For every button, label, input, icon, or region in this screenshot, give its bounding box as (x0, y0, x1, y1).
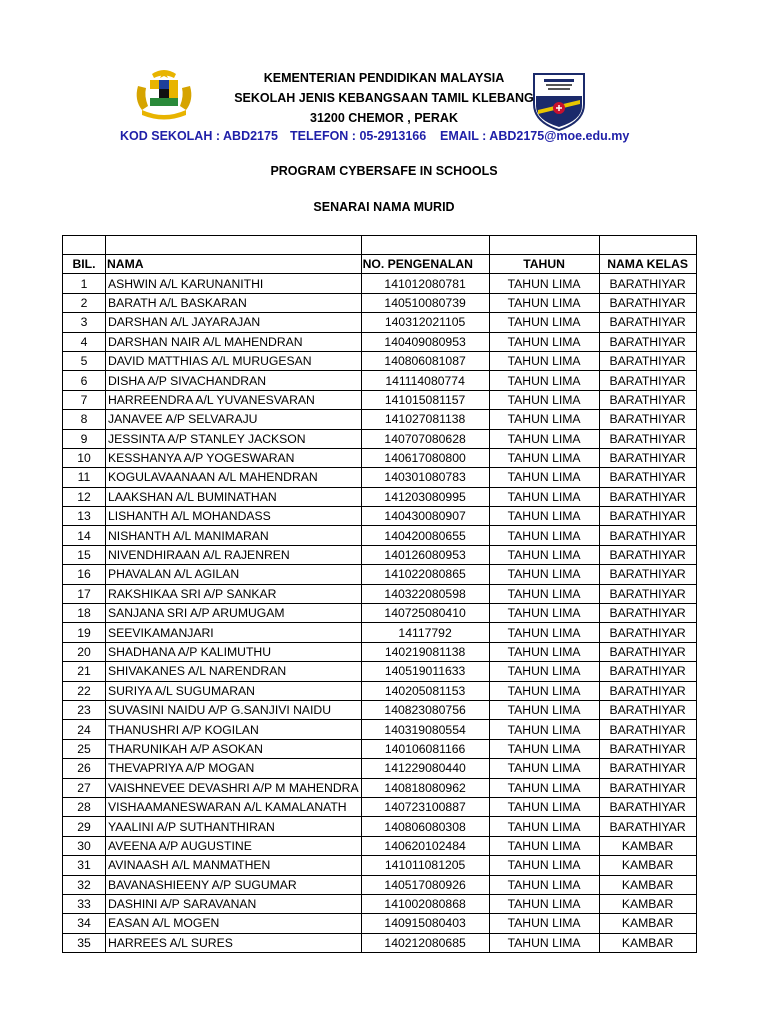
row-nama-kelas: BARATHIYAR (599, 293, 696, 312)
table-row (63, 487, 697, 506)
row-bil: 14 (63, 526, 106, 545)
row-bil: 18 (63, 604, 106, 623)
row-nama: SURIYA A/L SUGUMARAN (106, 681, 362, 700)
row-bil: 15 (63, 545, 106, 564)
row-bil: 35 (63, 933, 106, 952)
row-nama: DAVID MATTHIAS A/L MURUGESAN (106, 351, 362, 370)
row-nama-kelas: BARATHIYAR (599, 797, 696, 816)
row-nama-kelas: BARATHIYAR (599, 545, 696, 564)
row-nama-kelas: BARATHIYAR (599, 565, 696, 584)
row-no-pengenalan: 140430080907 (361, 507, 489, 526)
row-bil: 32 (63, 875, 106, 894)
row-bil: 16 (63, 565, 106, 584)
table-row (63, 933, 697, 952)
row-tahun: TAHUN LIMA (489, 720, 599, 739)
row-bil: 12 (63, 487, 106, 506)
table-row (63, 623, 697, 642)
row-no-pengenalan: 140517080926 (361, 875, 489, 894)
table-row (63, 681, 697, 700)
row-nama-kelas: KAMBAR (599, 914, 696, 933)
row-tahun: TAHUN LIMA (489, 313, 599, 332)
row-tahun: TAHUN LIMA (489, 875, 599, 894)
row-bil: 5 (63, 351, 106, 370)
table-row (63, 604, 697, 623)
row-bil: 30 (63, 836, 106, 855)
row-nama-kelas: BARATHIYAR (599, 759, 696, 778)
row-bil: 22 (63, 681, 106, 700)
row-nama: HARREES A/L SURES (106, 933, 362, 952)
row-nama-kelas: BARATHIYAR (599, 390, 696, 409)
row-tahun: TAHUN LIMA (489, 778, 599, 797)
header-no-pengenalan: NO. PENGENALAN (361, 255, 489, 274)
row-bil: 31 (63, 856, 106, 875)
row-no-pengenalan: 141022080865 (361, 565, 489, 584)
table-row (63, 410, 697, 429)
row-bil: 28 (63, 797, 106, 816)
row-bil: 19 (63, 623, 106, 642)
row-nama: KOGULAVAANAAN A/L MAHENDRAN (106, 468, 362, 487)
table-row (63, 371, 697, 390)
row-nama-kelas: BARATHIYAR (599, 468, 696, 487)
row-nama-kelas: BARATHIYAR (599, 739, 696, 758)
row-tahun: TAHUN LIMA (489, 545, 599, 564)
table-row (63, 836, 697, 855)
table-row (63, 914, 697, 933)
row-nama: AVEENA A/P AUGUSTINE (106, 836, 362, 855)
row-no-pengenalan: 140725080410 (361, 604, 489, 623)
row-nama: VISHAAMANESWARAN A/L KAMALANATH (106, 797, 362, 816)
row-tahun: TAHUN LIMA (489, 293, 599, 312)
row-no-pengenalan: 140620102484 (361, 836, 489, 855)
row-bil: 27 (63, 778, 106, 797)
table-row (63, 584, 697, 603)
row-no-pengenalan: 140126080953 (361, 545, 489, 564)
row-no-pengenalan: 140806080308 (361, 817, 489, 836)
table-row (63, 545, 697, 564)
row-no-pengenalan: 140707080628 (361, 429, 489, 448)
row-nama: SHIVAKANES A/L NARENDRAN (106, 662, 362, 681)
table-row (63, 778, 697, 797)
table-row (63, 507, 697, 526)
row-tahun: TAHUN LIMA (489, 565, 599, 584)
row-no-pengenalan: 140519011633 (361, 662, 489, 681)
row-nama-kelas: BARATHIYAR (599, 623, 696, 642)
row-nama: SEEVIKAMANJARI (106, 623, 362, 642)
row-tahun: TAHUN LIMA (489, 662, 599, 681)
table-row (63, 817, 697, 836)
row-nama-kelas: KAMBAR (599, 836, 696, 855)
row-bil: 20 (63, 642, 106, 661)
row-no-pengenalan: 141011081205 (361, 856, 489, 875)
row-nama: HARREENDRA A/L YUVANESVARAN (106, 390, 362, 409)
row-bil: 11 (63, 468, 106, 487)
row-no-pengenalan: 140205081153 (361, 681, 489, 700)
table-row (63, 565, 697, 584)
table-header-row (63, 255, 697, 274)
row-no-pengenalan: 14117792 (361, 623, 489, 642)
row-no-pengenalan: 140818080962 (361, 778, 489, 797)
row-tahun: TAHUN LIMA (489, 604, 599, 623)
row-tahun: TAHUN LIMA (489, 487, 599, 506)
row-tahun: TAHUN LIMA (489, 797, 599, 816)
row-nama: SANJANA SRI A/P ARUMUGAM (106, 604, 362, 623)
row-nama-kelas: KAMBAR (599, 894, 696, 913)
row-no-pengenalan: 140617080800 (361, 448, 489, 467)
row-nama: DASHINI A/P SARAVANAN (106, 894, 362, 913)
table-row (63, 720, 697, 739)
row-nama-kelas: KAMBAR (599, 875, 696, 894)
header-nama-kelas: NAMA KELAS (599, 255, 696, 274)
row-no-pengenalan: 141114080774 (361, 371, 489, 390)
school-telephone: TELEFON : 05-2913166 (290, 129, 427, 143)
header-nama: NAMA (106, 255, 362, 274)
row-tahun: TAHUN LIMA (489, 371, 599, 390)
row-nama: KESSHANYA A/P YOGESWARAN (106, 448, 362, 467)
row-tahun: TAHUN LIMA (489, 759, 599, 778)
row-nama: LAAKSHAN A/L BUMINATHAN (106, 487, 362, 506)
table-row (63, 642, 697, 661)
table-row (63, 759, 697, 778)
row-nama: DARSHAN NAIR A/L MAHENDRAN (106, 332, 362, 351)
student-list-table (62, 235, 697, 953)
row-tahun: TAHUN LIMA (489, 739, 599, 758)
school-address: 31200 CHEMOR , PERAK (310, 111, 458, 125)
row-no-pengenalan: 140219081138 (361, 642, 489, 661)
header-bil: BIL. (63, 255, 106, 274)
table-row (63, 351, 697, 370)
row-nama: DARSHAN A/L JAYARAJAN (106, 313, 362, 332)
row-no-pengenalan: 140322080598 (361, 584, 489, 603)
row-no-pengenalan: 140212080685 (361, 933, 489, 952)
school-code: KOD SEKOLAH : ABD2175 (120, 129, 278, 143)
row-nama: SUVASINI NAIDU A/P G.SANJIVI NAIDU (106, 700, 362, 719)
row-nama-kelas: BARATHIYAR (599, 681, 696, 700)
row-bil: 24 (63, 720, 106, 739)
table-row (63, 700, 697, 719)
row-tahun: TAHUN LIMA (489, 468, 599, 487)
row-tahun: TAHUN LIMA (489, 914, 599, 933)
row-bil: 8 (63, 410, 106, 429)
row-nama-kelas: BARATHIYAR (599, 332, 696, 351)
document-header (0, 0, 768, 230)
row-no-pengenalan: 140915080403 (361, 914, 489, 933)
table-row (63, 739, 697, 758)
row-nama-kelas: BARATHIYAR (599, 274, 696, 293)
row-bil: 6 (63, 371, 106, 390)
row-tahun: TAHUN LIMA (489, 681, 599, 700)
row-no-pengenalan: 141229080440 (361, 759, 489, 778)
row-no-pengenalan: 140301080783 (361, 468, 489, 487)
row-bil: 1 (63, 274, 106, 293)
table-spacer-row (63, 236, 697, 255)
row-tahun: TAHUN LIMA (489, 390, 599, 409)
row-bil: 3 (63, 313, 106, 332)
row-bil: 26 (63, 759, 106, 778)
row-no-pengenalan: 141012080781 (361, 274, 489, 293)
row-bil: 17 (63, 584, 106, 603)
row-nama: ASHWIN A/L KARUNANITHI (106, 274, 362, 293)
row-no-pengenalan: 141203080995 (361, 487, 489, 506)
row-nama-kelas: BARATHIYAR (599, 662, 696, 681)
row-bil: 21 (63, 662, 106, 681)
table-row (63, 797, 697, 816)
row-nama: RAKSHIKAA SRI A/P SANKAR (106, 584, 362, 603)
row-tahun: TAHUN LIMA (489, 351, 599, 370)
table-row (63, 856, 697, 875)
row-no-pengenalan: 140312021105 (361, 313, 489, 332)
row-nama: DISHA A/P SIVACHANDRAN (106, 371, 362, 390)
row-bil: 2 (63, 293, 106, 312)
row-tahun: TAHUN LIMA (489, 526, 599, 545)
row-nama: VAISHNEVEE DEVASHRI A/P M MAHENDRA (106, 778, 362, 797)
row-no-pengenalan: 140806081087 (361, 351, 489, 370)
row-bil: 4 (63, 332, 106, 351)
row-bil: 10 (63, 448, 106, 467)
row-tahun: TAHUN LIMA (489, 817, 599, 836)
list-title: SENARAI NAMA MURID (313, 200, 455, 214)
row-no-pengenalan: 140409080953 (361, 332, 489, 351)
row-no-pengenalan: 140319080554 (361, 720, 489, 739)
row-nama: THANUSHRI A/P KOGILAN (106, 720, 362, 739)
row-tahun: TAHUN LIMA (489, 933, 599, 952)
row-no-pengenalan: 141015081157 (361, 390, 489, 409)
row-tahun: TAHUN LIMA (489, 836, 599, 855)
row-nama-kelas: BARATHIYAR (599, 778, 696, 797)
row-tahun: TAHUN LIMA (489, 584, 599, 603)
row-tahun: TAHUN LIMA (489, 332, 599, 351)
row-nama-kelas: BARATHIYAR (599, 720, 696, 739)
row-nama-kelas: BARATHIYAR (599, 313, 696, 332)
row-nama-kelas: BARATHIYAR (599, 351, 696, 370)
row-nama-kelas: BARATHIYAR (599, 371, 696, 390)
table-row (63, 313, 697, 332)
row-tahun: TAHUN LIMA (489, 429, 599, 448)
table-row (63, 448, 697, 467)
row-tahun: TAHUN LIMA (489, 507, 599, 526)
row-nama: YAALINI A/P SUTHANTHIRAN (106, 817, 362, 836)
row-bil: 34 (63, 914, 106, 933)
row-tahun: TAHUN LIMA (489, 700, 599, 719)
row-nama: JESSINTA A/P STANLEY JACKSON (106, 429, 362, 448)
row-nama-kelas: BARATHIYAR (599, 429, 696, 448)
table-row (63, 429, 697, 448)
row-nama: AVINAASH A/L MANMATHEN (106, 856, 362, 875)
row-bil: 9 (63, 429, 106, 448)
row-no-pengenalan: 141027081138 (361, 410, 489, 429)
row-nama-kelas: BARATHIYAR (599, 487, 696, 506)
table-row (63, 274, 697, 293)
row-nama: EASAN A/L MOGEN (106, 914, 362, 933)
row-nama: NISHANTH A/L MANIMARAN (106, 526, 362, 545)
row-nama-kelas: BARATHIYAR (599, 507, 696, 526)
row-bil: 25 (63, 739, 106, 758)
row-nama: JANAVEE A/P SELVARAJU (106, 410, 362, 429)
row-tahun: TAHUN LIMA (489, 448, 599, 467)
table-row (63, 293, 697, 312)
ministry-name: KEMENTERIAN PENDIDIKAN MALAYSIA (263, 71, 505, 85)
row-bil: 13 (63, 507, 106, 526)
table-row (63, 468, 697, 487)
row-tahun: TAHUN LIMA (489, 274, 599, 293)
row-no-pengenalan: 140723100887 (361, 797, 489, 816)
row-nama: BARATH A/L BASKARAN (106, 293, 362, 312)
row-tahun: TAHUN LIMA (489, 623, 599, 642)
table-row (63, 875, 697, 894)
row-nama-kelas: BARATHIYAR (599, 700, 696, 719)
table-row (63, 662, 697, 681)
row-bil: 29 (63, 817, 106, 836)
row-bil: 23 (63, 700, 106, 719)
row-nama: SHADHANA A/P KALIMUTHU (106, 642, 362, 661)
row-nama: THEVAPRIYA A/P MOGAN (106, 759, 362, 778)
row-bil: 7 (63, 390, 106, 409)
row-nama-kelas: BARATHIYAR (599, 410, 696, 429)
row-no-pengenalan: 140510080739 (361, 293, 489, 312)
row-tahun: TAHUN LIMA (489, 642, 599, 661)
row-tahun: TAHUN LIMA (489, 856, 599, 875)
table-row (63, 390, 697, 409)
row-nama-kelas: KAMBAR (599, 933, 696, 952)
header-tahun: TAHUN (489, 255, 599, 274)
row-bil: 33 (63, 894, 106, 913)
row-no-pengenalan: 140420080655 (361, 526, 489, 545)
row-nama-kelas: BARATHIYAR (599, 604, 696, 623)
row-nama-kelas: BARATHIYAR (599, 526, 696, 545)
school-crest-icon (530, 70, 588, 132)
row-nama-kelas: BARATHIYAR (599, 642, 696, 661)
row-no-pengenalan: 141002080868 (361, 894, 489, 913)
row-tahun: TAHUN LIMA (489, 410, 599, 429)
row-nama: THARUNIKAH A/P ASOKAN (106, 739, 362, 758)
table-row (63, 332, 697, 351)
row-nama: PHAVALAN A/L AGILAN (106, 565, 362, 584)
program-title: PROGRAM CYBERSAFE IN SCHOOLS (270, 164, 498, 178)
row-nama: LISHANTH A/L MOHANDASS (106, 507, 362, 526)
row-tahun: TAHUN LIMA (489, 894, 599, 913)
row-nama-kelas: BARATHIYAR (599, 584, 696, 603)
row-nama: BAVANASHIEENY A/P SUGUMAR (106, 875, 362, 894)
row-no-pengenalan: 140106081166 (361, 739, 489, 758)
row-nama-kelas: BARATHIYAR (599, 817, 696, 836)
school-email: EMAIL : ABD2175@moe.edu.my (440, 129, 630, 143)
row-nama-kelas: KAMBAR (599, 856, 696, 875)
row-nama-kelas: BARATHIYAR (599, 448, 696, 467)
table-row (63, 526, 697, 545)
table-row (63, 894, 697, 913)
row-nama: NIVENDHIRAAN A/L RAJENREN (106, 545, 362, 564)
school-name: SEKOLAH JENIS KEBANGSAAN TAMIL KLEBANG (234, 91, 534, 105)
row-no-pengenalan: 140823080756 (361, 700, 489, 719)
